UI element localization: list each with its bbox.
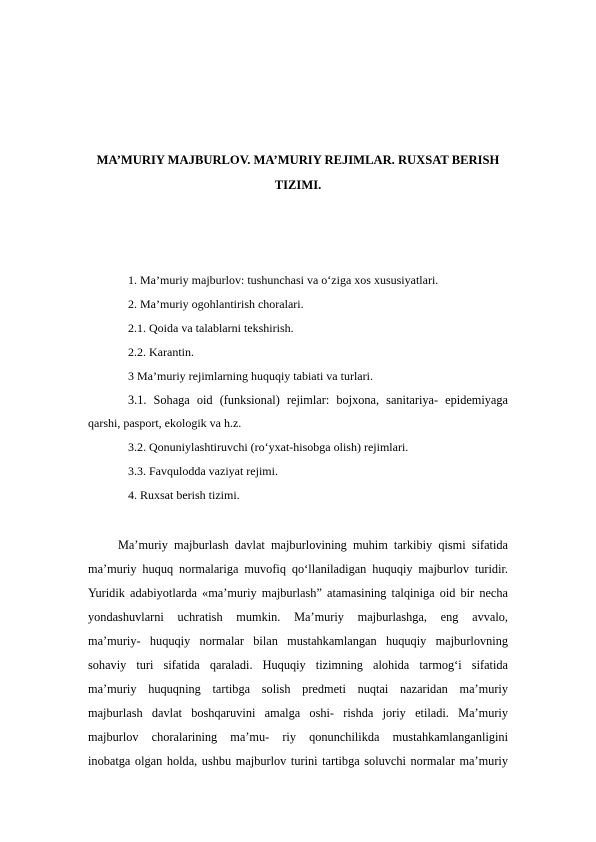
toc-item <box>88 463 528 479</box>
paragraph-line: sohaviy turi sifatida qaraladi. Huquqiy tizimning alohida tarmog‘i sifatida <box>88 658 508 672</box>
paragraph-line: majburlov choralarining ma’mu- riy qonunchilikda mustahkamlanganligini <box>88 730 508 744</box>
paragraph-line: inobatga olgan holda, ushbu majburlov turini tartibga soluvchi normalar ma’muriy <box>88 754 508 768</box>
toc-item-text: 2.1. Qoida va talablarni tekshirish. <box>128 321 294 335</box>
toc-item <box>88 344 528 360</box>
toc-item <box>88 296 528 312</box>
toc-item-continuation: qarshi, pasport, ekologik va h.z. <box>88 416 242 430</box>
toc-item <box>88 368 528 384</box>
toc-item <box>88 487 528 503</box>
paragraph-line: majburlash davlat boshqaruvini amalga oshi- rishda joriy etiladi. Ma’muriy <box>88 706 508 720</box>
toc-item <box>88 272 528 288</box>
paragraph-line: Yuridik adabiyotlarda «ma’muriy majburlash” atamasining talqiniga oid bir necha <box>88 586 508 600</box>
document-title-line-2: TIZIMI. <box>274 178 322 192</box>
paragraph-line: Ma’muriy majburlash davlat majburlovining muhim tarkibiy qismi sifatida <box>118 538 508 552</box>
toc-item <box>88 320 528 336</box>
toc-item-text: 3.1. Sohaga oid (funksional) rejimlar: bojxona, sanitariya- epidemiyaga <box>128 393 508 407</box>
toc-item <box>88 439 528 455</box>
toc-item-text: 4. Ruxsat berish tizimi. <box>128 488 240 502</box>
toc-item-text: 3 Ma’muriy rejimlarning huquqiy tabiati va turlari. <box>128 369 373 383</box>
paragraph-line: yondashuvlarni uchratish mumkin. Ma’muriy majburlashga, eng avvalo, <box>88 610 508 624</box>
toc-item-text: 1. Ma’muriy majburlov: tushunchasi va o‘ziga xos xususiyatlari. <box>128 273 439 287</box>
toc-item-text: 3.3. Favqulodda vaziyat rejimi. <box>128 464 278 478</box>
toc-item-text: 2.2. Karantin. <box>128 345 194 359</box>
paragraph-line: ma’muriy huquqning tartibga solish predmeti nuqtai nazaridan ma’muriy <box>88 682 508 696</box>
toc-item-text: 3.2. Qonuniylashtiruvchi (ro‘yxat-hisobga olish) rejimlari. <box>128 440 409 454</box>
paragraph-line: ma’muriy- huquqiy normalar bilan mustahkamlangan huquqiy majburlovning <box>88 634 508 648</box>
paragraph-line: ma’muriy huquq normalariga muvofiq qo‘llaniladigan huquqiy majburlov turidir. <box>88 562 508 576</box>
toc-item-text: 2. Ma’muriy ogohlantirish choralari. <box>128 297 304 311</box>
document-title-line-1: MA’MURIY MAJBURLOV. MA’MURIY REJIMLAR. RUXSAT BERISH <box>96 153 500 167</box>
